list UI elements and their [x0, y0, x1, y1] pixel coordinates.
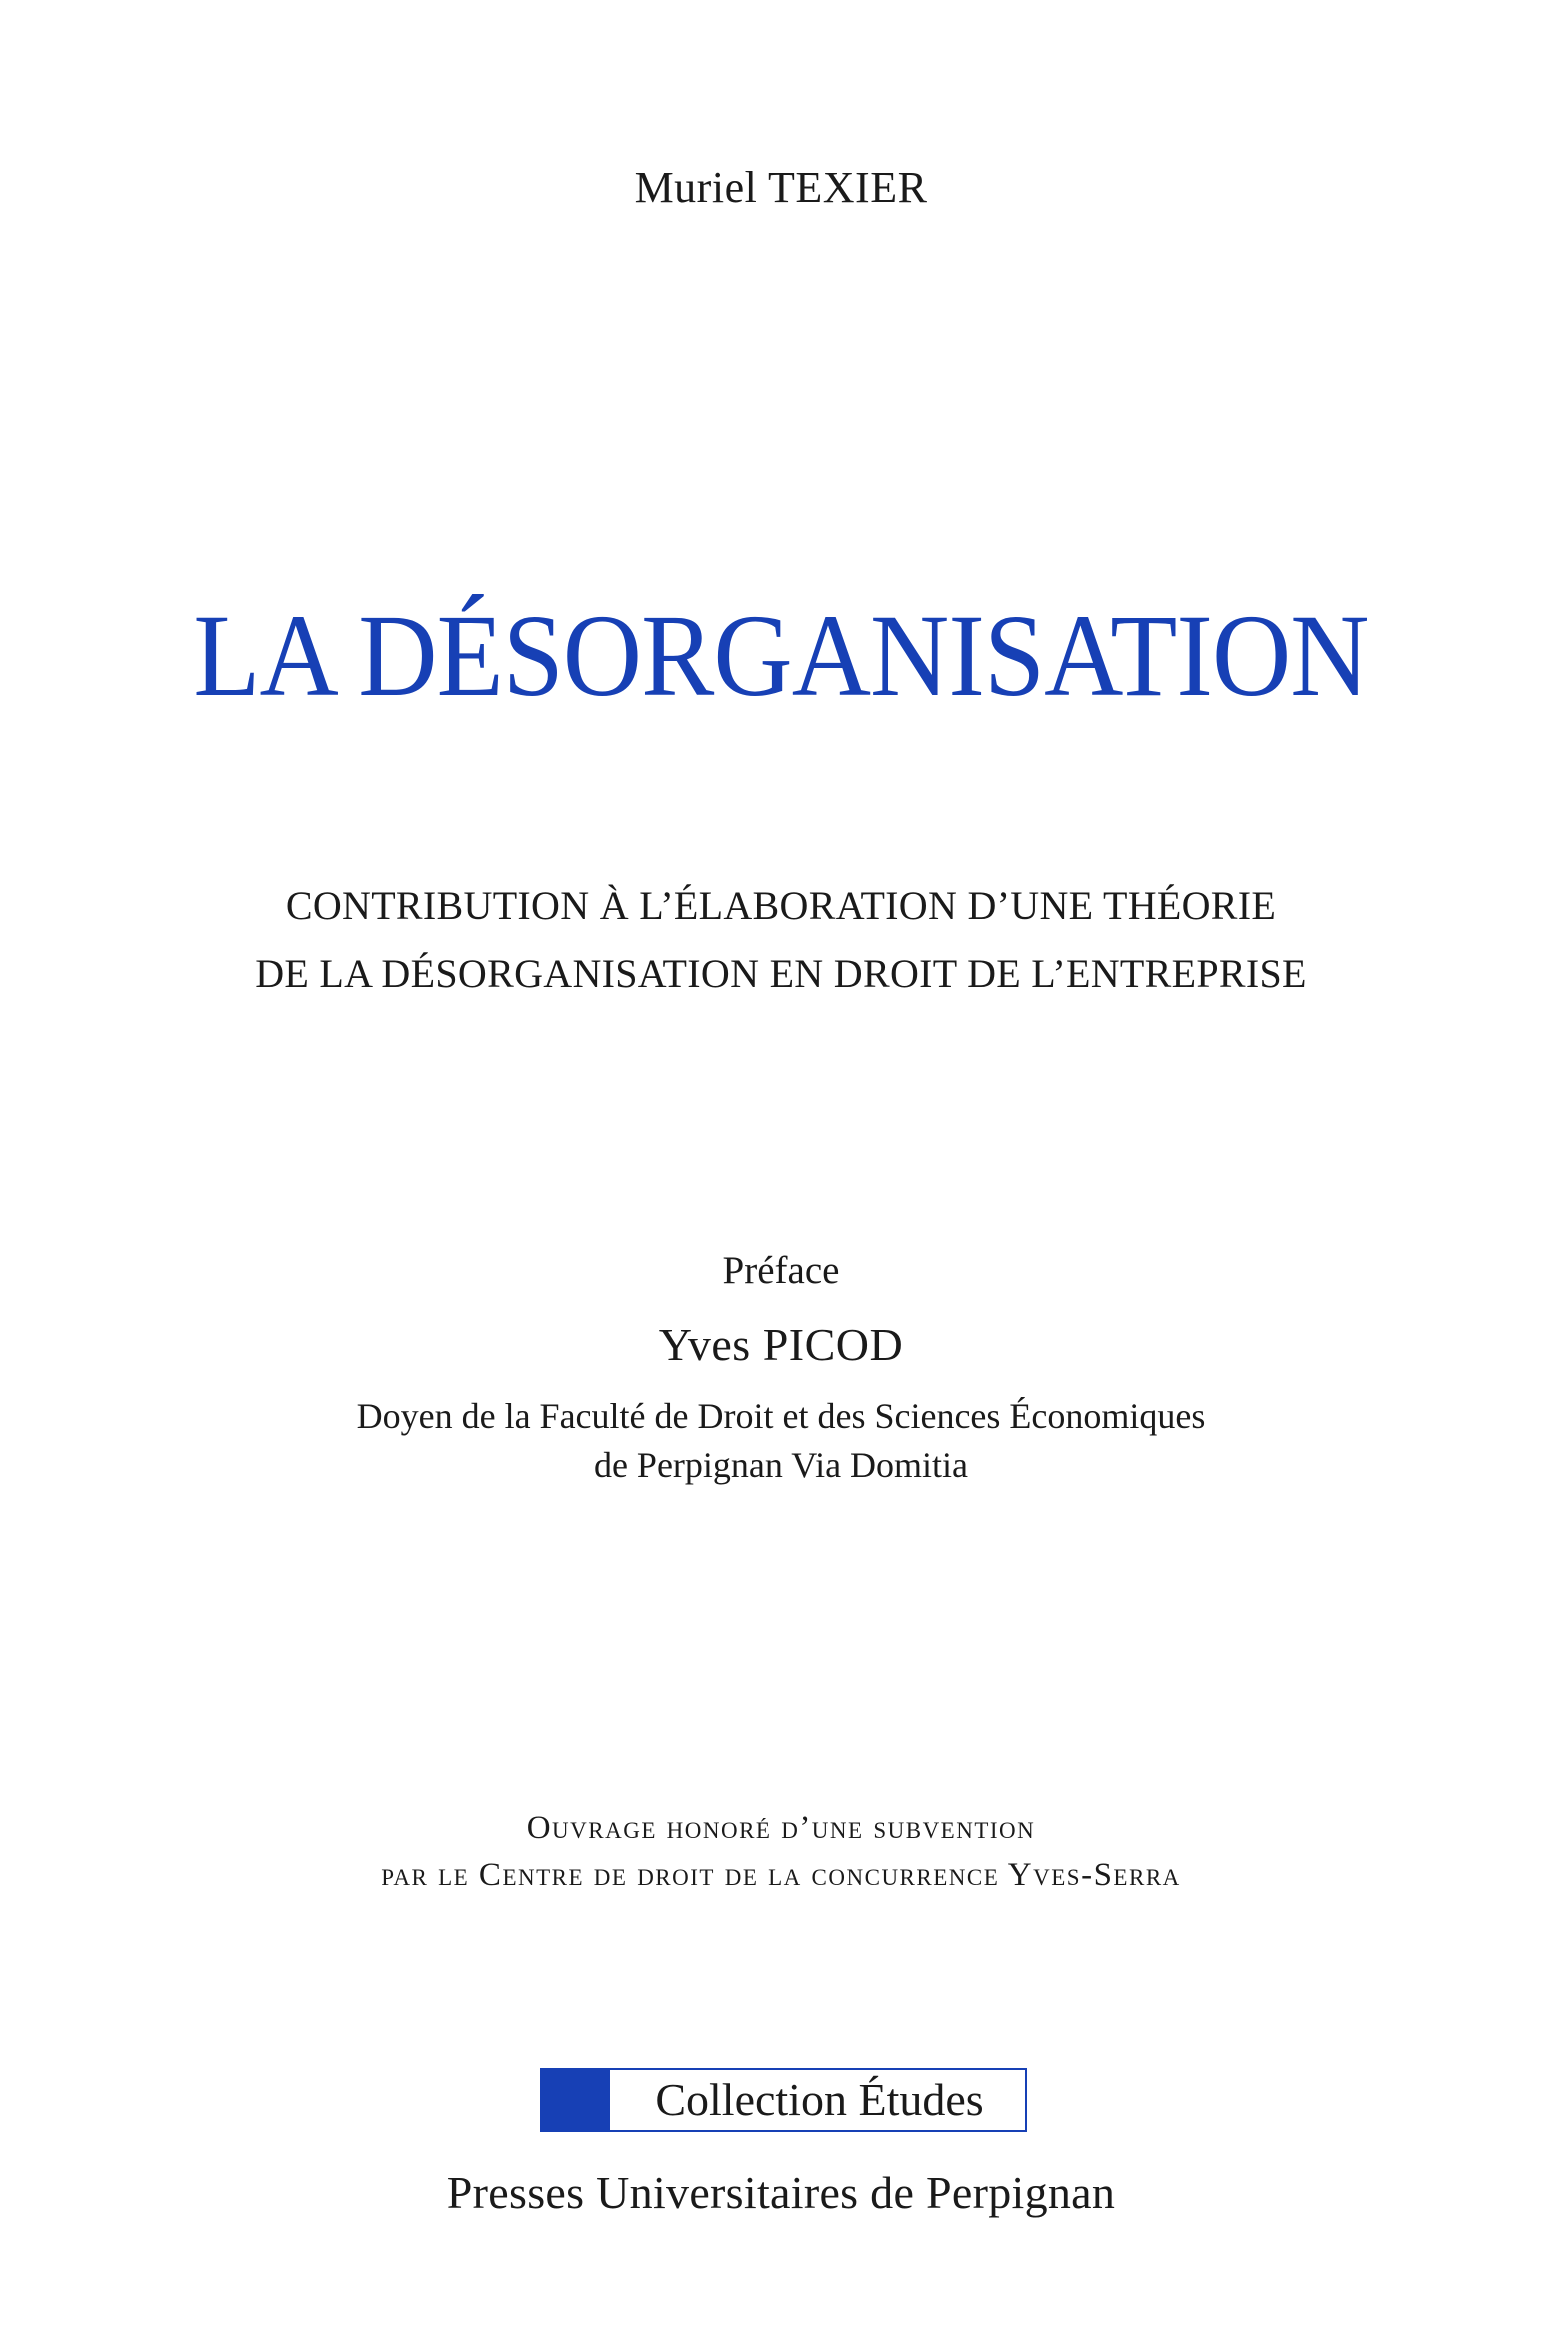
publisher-name: Presses Universitaires de Perpignan: [446, 2167, 1116, 2218]
book-title: LA DÉSORGANISATION: [193, 590, 1369, 721]
collection-color-block: [542, 2070, 610, 2130]
preface-label: Préface: [722, 1249, 840, 1292]
collection-badge: [540, 2068, 1027, 2132]
grant-notice-line-1: Ouvrage honoré d’une subvention: [526, 1810, 1036, 1846]
grant-notice-line-2: par le Centre de droit de la concurrence Yves-Serra: [381, 1857, 1181, 1893]
collection-label: Collection Études: [655, 2074, 984, 2125]
subtitle-line-1: CONTRIBUTION À L’ÉLABORATION D’UNE THÉORIE: [285, 883, 1277, 928]
preface-author-role-line-1: Doyen de la Faculté de Droit et des Sciences Économiques: [356, 1396, 1206, 1436]
preface-author-role-line-2: de Perpignan Via Domitia: [593, 1445, 969, 1485]
preface-author-name: Yves PICOD: [658, 1319, 904, 1370]
author-name: Muriel TEXIER: [634, 163, 928, 212]
subtitle-line-2: DE LA DÉSORGANISATION EN DROIT DE L’ENTREPRISE: [255, 951, 1307, 996]
